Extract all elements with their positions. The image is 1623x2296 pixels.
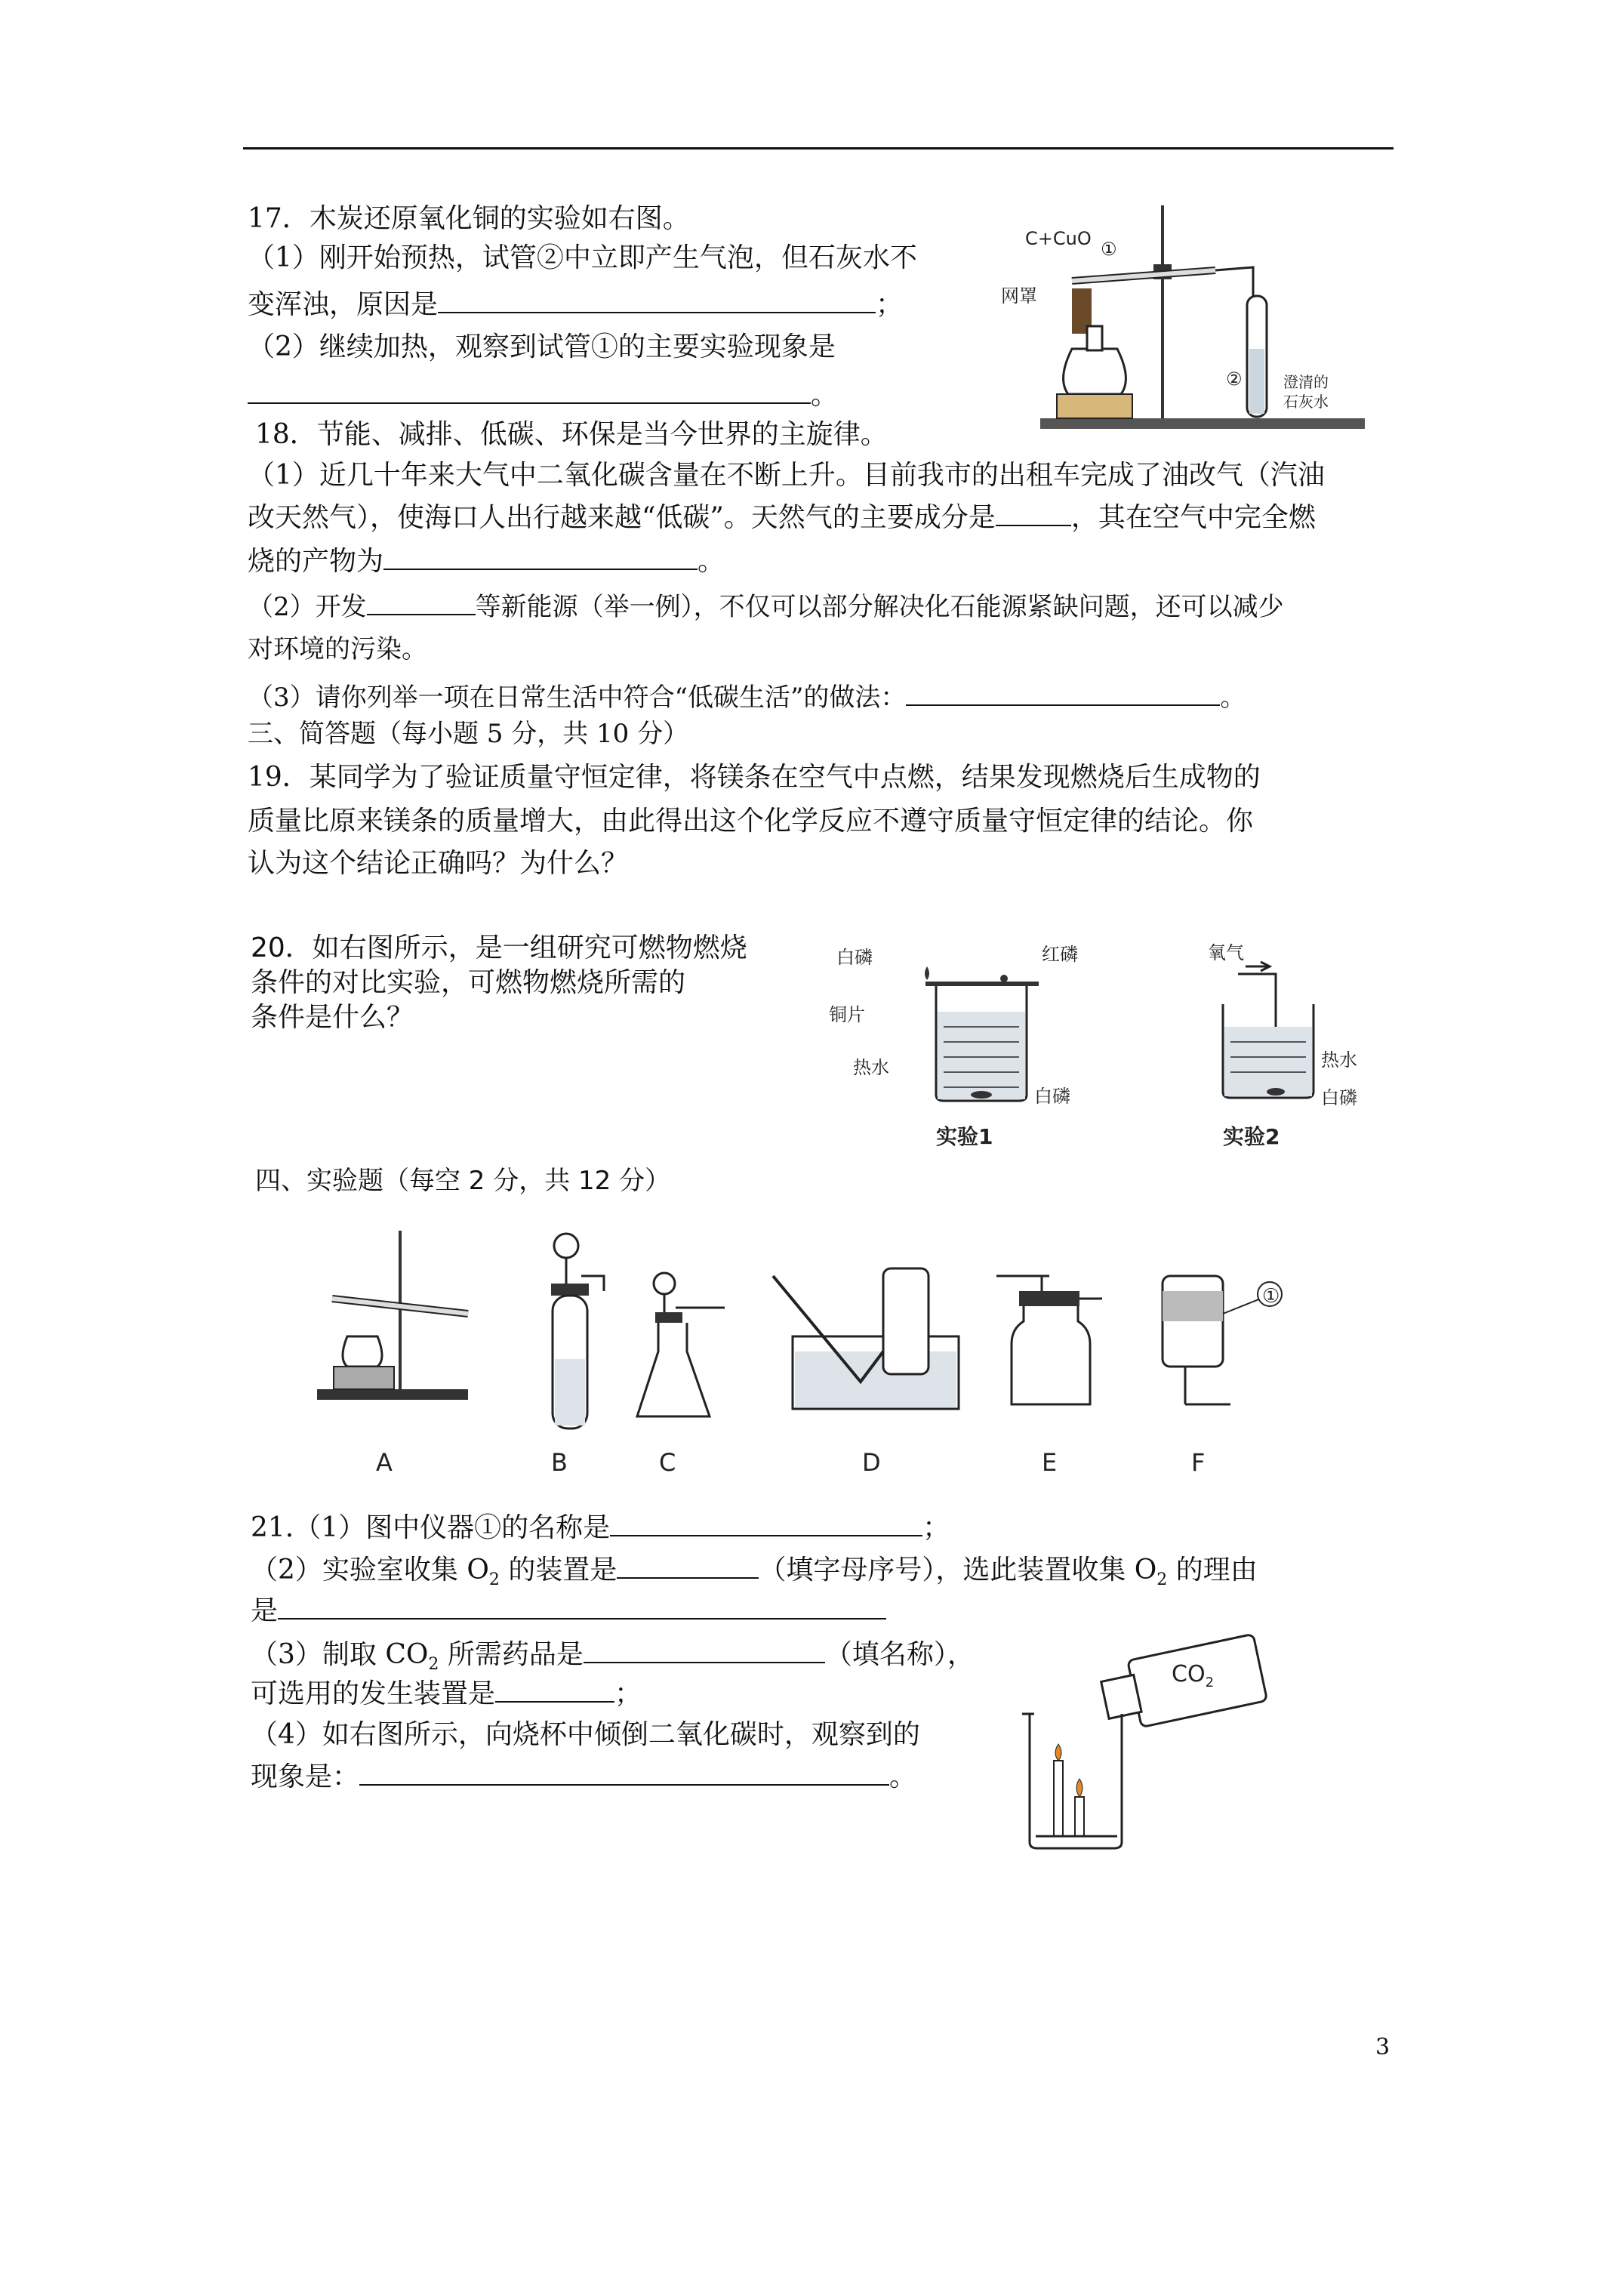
apparatus-label-a: A (376, 1448, 393, 1477)
q18-part2-line1: （2）开发 等新能源（举一例），不仅可以部分解决化石能源紧缺问题，还可以减少 (248, 592, 1284, 622)
q19-line3: 认为这个结论正确吗？为什么？ (248, 848, 629, 879)
section-3-heading: 三、简答题（每小题 5 分，共 10 分） (248, 719, 689, 749)
q17-part1-line2: 变浑浊，原因是 ； (248, 289, 904, 320)
q17-label-mesh: 网罩 (1001, 285, 1037, 307)
q20-label-red-phosphorus: 红磷 (1042, 944, 1078, 965)
q21-part4-line2: 现象是： 。 (251, 1761, 917, 1792)
apparatus-label-c: C (659, 1448, 676, 1477)
q18-part2-line2: 对环境的污染。 (248, 634, 427, 664)
q18-answer-blank-3[interactable] (367, 591, 476, 615)
apparatus-e-figure (996, 1268, 1110, 1412)
q20-label-hot-water-2: 热水 (1321, 1049, 1357, 1071)
q21-answer-blank-1[interactable] (610, 1512, 922, 1536)
q18-part1-line3: 烧的产物为 。 (248, 546, 725, 577)
q17-part1-line1: （1）刚开始预热，试管②中立即产生气泡，但石灰水不 (248, 242, 917, 273)
q21-answer-blank-5[interactable] (495, 1678, 614, 1703)
header-rule (243, 147, 1394, 149)
q20-label-experiment1: 实验1 (936, 1124, 993, 1149)
q17-title: 17．木炭还原氧化铜的实验如右图。 (248, 203, 690, 234)
q17-label-limewater-1: 澄清的 (1283, 373, 1329, 391)
q21-co2-pouring-figure (1012, 1631, 1268, 1857)
q20-label-white-phosphorus-3: 白磷 (1321, 1087, 1357, 1108)
apparatus-label-d: D (862, 1448, 881, 1477)
q20-experiment2-figure (1208, 944, 1359, 1102)
q18-part1-line2: 改天然气），使海口人出行越来越“低碳”。天然气的主要成分是 ，其在空气中完全燃 (248, 502, 1316, 533)
section-4-heading: 四、实验题（每空 2 分，共 12 分） (255, 1166, 671, 1196)
q17-label-limewater-2: 石灰水 (1283, 393, 1329, 411)
q21-part2-line1: （2）实验室收集 $O_2$ 的装置是 （填字母序号），选此装置收集 $O_2$ 的理由 (251, 1555, 1258, 1590)
q18-answer-blank-1[interactable] (996, 502, 1071, 526)
q21-part3-line2: 可选用的发生装置是 ； (251, 1678, 642, 1709)
apparatus-label-e: E (1042, 1448, 1058, 1477)
q21-part1: 21.（1）图中仪器①的名称是 ； (251, 1512, 950, 1543)
q21-part3-line1: （3）制取 $CO_2$ 所需药品是 （填名称）， (251, 1639, 975, 1675)
q17-part2-line2: 。 (248, 378, 838, 414)
q20-line3: 条件是什么？ (251, 1002, 414, 1033)
apparatus-label-f: F (1191, 1448, 1206, 1477)
q18-part1-line1: （1）近几十年来大气中二氧化碳含量在不断上升。目前我市的出租车完成了油改气（汽油 (248, 460, 1325, 491)
q17-part2: （2）继续加热，观察到试管①的主要实验现象是 (248, 331, 836, 362)
apparatus-b-figure (544, 1231, 619, 1435)
apparatus-f-figure (1155, 1276, 1306, 1412)
apparatus-f-mark: ① (1262, 1285, 1280, 1308)
q19-line1: 19．某同学为了验证质量守恒定律，将镁条在空气中点燃，结果发现燃烧后生成物的 (248, 762, 1261, 793)
q20-line2: 条件的对比实验，可燃物燃烧所需的 (251, 967, 686, 998)
q21-part4-line1: （4）如右图所示，向烧杯中倾倒二氧化碳时，观察到的 (251, 1719, 920, 1750)
q17-answer-blank-2[interactable] (248, 380, 811, 404)
q17-answer-blank-1[interactable] (438, 289, 876, 313)
q17-label-tube2: ② (1226, 368, 1243, 390)
apparatus-label-b: B (551, 1448, 568, 1477)
q20-label-white-phosphorus: 白磷 (836, 947, 873, 968)
q20-label-oxygen: 氧气 (1208, 942, 1244, 963)
q21-part2-line2: 是 (251, 1593, 886, 1629)
q20-line1: 20．如右图所示，是一组研究可燃物燃烧 (251, 932, 747, 963)
q21-answer-blank-4[interactable] (584, 1639, 825, 1663)
q18-title: 18．节能、减排、低碳、环保是当今世界的主旋律。 (255, 419, 888, 450)
q20-label-experiment2: 实验2 (1223, 1124, 1280, 1149)
q21-answer-blank-3[interactable] (278, 1595, 886, 1620)
apparatus-a-figure (317, 1231, 483, 1404)
q21-answer-blank-6[interactable] (359, 1761, 889, 1786)
q20-label-hot-water: 热水 (853, 1057, 889, 1078)
apparatus-c-figure (634, 1268, 740, 1427)
q20-label-white-phosphorus-2: 白磷 (1034, 1086, 1070, 1107)
q17-label-c-cuo: C+CuO (1025, 228, 1092, 249)
q20-label-copper-sheet: 铜片 (829, 1004, 865, 1025)
q19-line2: 质量比原来镁条的质量增大，由此得出这个化学反应不遵守质量守恒定律的结论。你 (248, 806, 1254, 837)
apparatus-d-figure (770, 1268, 966, 1412)
q21-co2-label: $CO_2$ (1172, 1661, 1215, 1690)
q18-answer-blank-4[interactable] (906, 682, 1220, 706)
q21-answer-blank-2[interactable] (617, 1555, 759, 1579)
q18-part3: （3）请你列举一项在日常生活中符合“低碳生活”的做法： 。 (248, 683, 1246, 713)
q17-label-tube1: ① (1101, 239, 1117, 260)
q18-answer-blank-2[interactable] (383, 546, 698, 570)
page-number: 3 (1375, 2034, 1390, 2060)
